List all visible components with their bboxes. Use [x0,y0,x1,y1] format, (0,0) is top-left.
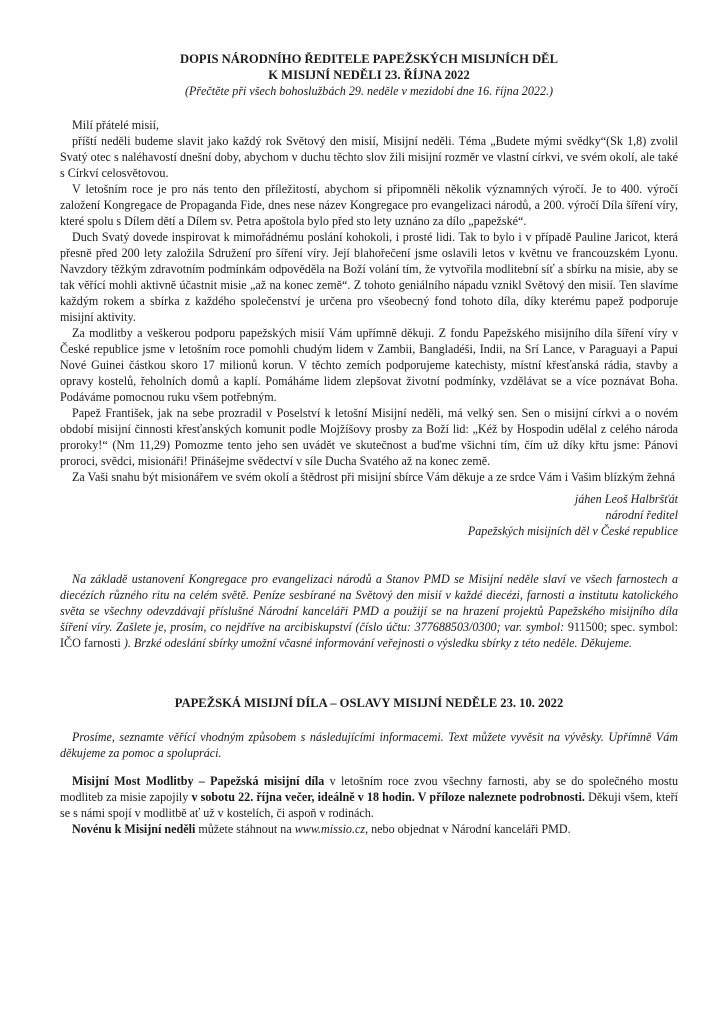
missio-link[interactable]: www.missio.cz, [294,822,369,837]
section-p1-text-2: Děkuji všem, kteří se s námi spojí v modlitbě ať už v kostelích, či aspoň v rodinách. [60,790,679,821]
note-text-b: ). Brzké odeslání sbírky umožní včasné informování veřejnosti o výsledku sbírky z této neděle. Děkujeme. [123,636,632,650]
letter-title [60,52,678,83]
paragraph-1: příští neděli budeme slavit jako každý rok Světový den misií, Misijní neděli. Téma „Budete mými svědky“(Sk 1,8) zvolil Svatý otec s naléhavostí dnešní doby, abychom v duchu těchto slov žili misijní rozměr ve vlastní církvi, ve svém okolí, ale také s Církví celosvětovou. [60,134,678,180]
signature-name: jáhen Leoš Halbršťát [574,492,678,506]
note-text-a: Na základě ustanovení Kongregace pro evangelizaci národů a Stanov PMD se Misijní neděle slaví ve všech farnostech a diecézích různého ritu na celém světě. Peníze sesbírané na Světový den misií v každé diecézi, farnosti a institutu katolického světa se všechny odevzdávají příslušné Národní kanceláři PMD a použijí se na hrazení projektů Papežského misijního díla šíření víry. Zašlete je, prosím, co nejdříve na arcibiskupství (číslo účtu: 377688503/0300; var. symbol: [60,572,678,634]
document-page [60,52,678,837]
section-p2-text-2: nebo objednat v Národní kanceláři PMD. [368,822,571,837]
section-paragraph-2 [60,821,678,837]
paragraph-6: Za Vaši snahu být misionářem ve svém okolí a štědrost při misijní sbírce Vám děkuje a ze srdce Vám i Vašim blízkým žehná [72,470,675,484]
collection-note [60,571,678,651]
note-spec-symbol: ; spec. symbol: IČO farnosti [60,620,678,650]
section-p1-bold: Misijní Most Modlitby – Papežská misijní díla [72,774,325,789]
paragraph-5: Papež František, jak na sebe prozradil v Poselství k letošní Misijní neděli, má velký sen. Sen o misijní církvi a o novém období misijní činnosti křesťanských komunit podle Mojžíšovy prosby za Boží lid: „Kéž by Hospodin udělal z celého národa proroky!“ (Nm 11,29) Pomozme tento jeho sen uvádět ve skutečnost a buďme všichni tím, čím už díky křtu jsme: Pánovi proroci, svědci, misionáři! Přinášejme svědectví v síle Ducha Svatého až na konec země. [60,406,678,468]
paragraph-2: V letošním roce je pro nás tento den příležitostí, abychom si připomněli několik významných výročí. Je to 400. výročí založení Kongregace de Propaganda Fide, dnes nese název Kongregace pro evangelizaci národů, a 200. výročí Díla šíření víry, které spolu s Dílem dětí a Dílem sv. Petra apoštola bylo před sto lety uznáno za dílo „papežské“. [60,182,678,228]
section-p2-bold: Novénu k Misijní neděli [72,822,196,837]
signature-block [60,491,678,539]
section-p1-bold-2: v sobotu 22. října večer, ideálně v 18 hodin. V příloze naleznete podrobnosti. [191,790,585,805]
section-p1-text: v letošním roce zvou všechny farnosti, aby se do společného mostu modliteb za misie zapojily [60,774,678,805]
section-title: PAPEŽSKÁ MISIJNÍ DÍLA – OSLAVY MISIJNÍ NEDĚLE 23. 10. 2022 [174,696,564,710]
section-p2-text: můžete stáhnout na [195,822,295,837]
section-paragraph-1 [60,773,678,821]
paragraph-3: Duch Svatý dovede inspirovat k mimořádnému poslání kohokoli, i prosté lidi. Tak to bylo i v případě Pauline Jaricot, která přesně před 200 lety založila Sdružení pro šíření víry. Její blahořečení jsme oslavili letos v květnu ve francouzském Lyonu. Navzdory těžkým zdravotním podmínkám odpověděla na Boží volání tím, že vytvořila modlitební síť a sbírku na misie, aby se tak věřící mohli aktivně účastnit misie „až na konec země“. Z tohoto geniálního nápadu vznikl Světový den misií. Ten slavíme každým rokem a sbírka z každého společenství je určena pro všeobecný fond tohoto díla, díky kterému papež podporuje misijní aktivity. [60,230,678,324]
greeting: Milí přátelé misií, [72,118,159,132]
signature-org: Papežských misijních děl v České republice [467,524,678,538]
letter-subtitle: (Přečtěte při všech bohoslužbách 29. neděle v mezidobí dne 16. října 2022.) [184,84,554,98]
signature-role: národní ředitel [605,508,678,522]
title-line-1: DOPIS NÁRODNÍHO ŘEDITELE PAPEŽSKÝCH MISIJNÍCH DĚL [180,52,558,66]
note-var-symbol: 911500 [567,620,604,634]
section-intro: Prosíme, seznamte věřící vhodným způsobem s následujícími informacemi. Text můžete vyvěsit na vývěsky. Upřímně Vám děkujeme za pomoc a spolupráci. [60,730,678,760]
paragraph-4: Za modlitby a veškerou podporu papežských misií Vám upřímně děkuji. Z fondu Papežského misijního díla šíření víry v České republice jsme v letošním roce pomohli chudým lidem v Zambii, Bangladéši, Indii, na Srí Lance, v Paraguayi a Papui Nové Guinei částkou skoro 17 milionů korun. V těchto zemích podporujeme katechisty, místní křesťanská rádia, stavby a opravy kostelů, řeholních domů a kaplí. Pomáháme lidem zlepšovat životní podmínky, vzdělávat se a více poznávat Boha. Podáváme pomocnou ruku všem potřebným. [60,326,678,404]
title-line-2: K MISIJNÍ NEDĚLI 23. ŘÍJNA 2022 [268,67,470,82]
